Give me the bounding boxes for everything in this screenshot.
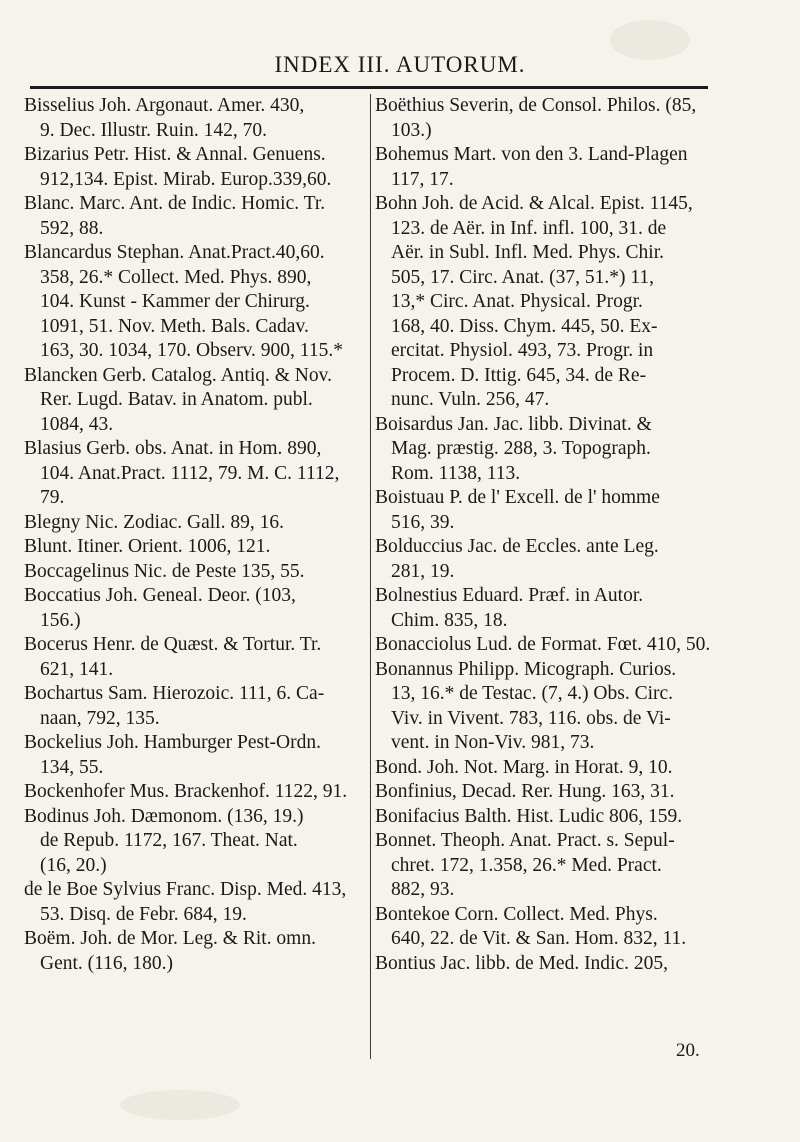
index-entry-line: 53. Disq. de Febr. 684, 19. [40, 903, 247, 925]
index-entry [24, 633, 369, 682]
index-entry [24, 780, 369, 805]
index-entry-line: Bonannus Philipp. Micograph. Curios. [375, 658, 677, 680]
index-entry-line: Bohemus Mart. von den 3. Land-Plagen [375, 144, 688, 165]
index-entry-line: 1091, 51. Nov. Meth. Bals. Cadav. [40, 315, 309, 337]
index-entry-line: Blancardus Stephan. Anat.Pract.40,60. [24, 242, 325, 263]
index-entry [375, 829, 713, 903]
index-entry-line: 134, 55. [40, 756, 104, 778]
index-entry-line: 117, 17. [391, 168, 454, 190]
index-entry-line: 103.) [391, 119, 432, 141]
index-entry-line: Boistuau P. de l' Excell. de l' homme [375, 487, 660, 508]
index-entry-line: 882, 93. [391, 879, 455, 900]
index-entry-line: 1084, 43. [40, 413, 114, 435]
index-entry-line: de Repub. 1172, 167. Theat. Nat. [40, 830, 298, 851]
index-entry [375, 94, 713, 143]
index-entry-line: 281, 19. [391, 560, 455, 582]
index-entry [375, 633, 713, 658]
index-entry-line: 104. Anat.Pract. 1112, 79. M. C. 1112, [40, 462, 340, 484]
index-entry-line: Blancken Gerb. Catalog. Antiq. & Nov. [24, 364, 332, 386]
index-entry-line: Bolduccius Jac. de Eccles. ante Leg. [375, 536, 659, 557]
index-entry-line: Rom. 1138, 113. [391, 462, 521, 484]
index-entry-line: ercitat. Physiol. 493, 73. Progr. in [391, 340, 654, 361]
index-entry-line: Rer. Lugd. Batav. in Anatom. publ. [40, 389, 313, 410]
index-entry [375, 486, 713, 535]
left-column [24, 94, 369, 976]
index-entry-line: Bizarius Petr. Hist. & Annal. Genuens. [24, 144, 326, 165]
index-entry-line: Boëm. Joh. de Mor. Leg. & Rit. omn. [24, 928, 316, 949]
index-entry-line: Viv. in Vivent. 783, 116. obs. de Vi- [391, 707, 671, 729]
index-entry-line: Bontius Jac. libb. de Med. Indic. 205, [375, 952, 669, 974]
index-entry-line: 358, 26.* Collect. Med. Phys. 890, [40, 266, 312, 288]
index-entry-line: Mag. præstig. 288, 3. Topograph. [391, 438, 651, 459]
index-entry-line: 123. de Aër. in Inf. infl. 100, 31. de [391, 217, 667, 239]
index-entry [24, 437, 369, 511]
index-entry-line: Boëthius Severin, de Consol. Philos. (85, [375, 95, 697, 116]
index-entry-line: de le Boe Sylvius Franc. Disp. Med. 413, [24, 879, 347, 900]
index-entry-line: Bodinus Joh. Dæmonom. (136, 19.) [24, 805, 304, 827]
index-entry [24, 731, 369, 780]
index-entry-line: Bond. Joh. Not. Marg. in Horat. 9, 10. [375, 756, 673, 778]
index-entry-line: Bochartus Sam. Hierozoic. 111, 6. Ca- [24, 683, 325, 704]
paper-stain [120, 1090, 240, 1120]
index-entry [24, 927, 369, 976]
index-entry-line: vent. in Non-Viv. 981, 73. [391, 732, 595, 753]
index-entry-line: Boccatius Joh. Geneal. Deor. (103, [24, 585, 296, 606]
index-entry [24, 560, 369, 585]
index-entry [375, 952, 713, 977]
index-entry-line: Bockenhofer Mus. Brackenhof. 1122, 91. [24, 781, 348, 802]
index-entry [375, 535, 713, 584]
index-entry-line: 163, 30. 1034, 170. Observ. 900, 115.* [40, 340, 343, 361]
index-entry-line: Bonfinius, Decad. Rer. Hung. 163, 31. [375, 781, 675, 802]
index-entry-line: 621, 141. [40, 658, 114, 680]
index-entry [375, 584, 713, 633]
index-entry-line: Blegny Nic. Zodiac. Gall. 89, 16. [24, 511, 284, 533]
index-entry-line: Blunt. Itiner. Orient. 1006, 121. [24, 536, 271, 557]
index-entry-line: Bonifacius Balth. Hist. Ludic 806, 159. [375, 805, 683, 827]
index-entry-line: Bisselius Joh. Argonaut. Amer. 430, [24, 95, 305, 116]
index-entry-line: 912,134. Epist. Mirab. Europ.339,60. [40, 168, 332, 190]
index-entry-line: Aër. in Subl. Infl. Med. Phys. Chir. [391, 242, 665, 263]
index-entry-line: Bocerus Henr. de Quæst. & Tortur. Tr. [24, 634, 322, 655]
index-entry [24, 364, 369, 438]
right-column [370, 94, 713, 1059]
index-entry [24, 805, 369, 879]
index-entry-line: 505, 17. Circ. Anat. (37, 51.*) 11, [391, 266, 655, 288]
index-entry-line: naan, 792, 135. [40, 707, 160, 729]
index-entry-line: Chim. 835, 18. [391, 609, 508, 631]
index-entry [24, 143, 369, 192]
index-entry [24, 192, 369, 241]
index-entry [375, 805, 713, 830]
index-entry [24, 241, 369, 364]
index-entry-line: 640, 22. de Vit. & San. Hom. 832, 11. [391, 928, 687, 949]
index-entry-line: chret. 172, 1.358, 26.* Med. Pract. [391, 854, 662, 876]
index-entry-line: Blasius Gerb. obs. Anat. in Hom. 890, [24, 438, 322, 459]
index-entry-line: nunc. Vuln. 256, 47. [391, 389, 550, 410]
header-rule [30, 86, 708, 89]
index-entry-line: (16, 20.) [40, 854, 107, 876]
index-entry-line: 592, 88. [40, 217, 104, 239]
index-entry [375, 756, 713, 781]
page-header: INDEX III. AUTORUM. [274, 52, 526, 77]
index-entry-line: 104. Kunst - Kammer der Chirurg. [40, 291, 310, 312]
index-entry-line: Bohn Joh. de Acid. & Alcal. Epist. 1145, [375, 193, 693, 214]
index-entry-line: Bontekoe Corn. Collect. Med. Phys. [375, 903, 658, 925]
index-entry [24, 94, 369, 143]
index-entry-line: 9. Dec. Illustr. Ruin. 142, 70. [40, 119, 267, 141]
index-entry-line: 156.) [40, 609, 81, 631]
index-entry-line: 13, 16.* de Testac. (7, 4.) Obs. Circ. [391, 683, 674, 704]
index-entry [24, 878, 369, 927]
index-entry [375, 413, 713, 487]
index-entry [24, 535, 369, 560]
index-entry [375, 903, 713, 952]
index-entry-line: Bonacciolus Lud. de Format. Fœt. 410, 50. [375, 634, 711, 655]
index-entry-line: Boisardus Jan. Jac. libb. Divinat. & [375, 413, 652, 435]
index-entry-line: Boccagelinus Nic. de Peste 135, 55. [24, 560, 305, 582]
index-entry [375, 192, 713, 413]
index-entry-line: Bolnestius Eduard. Præf. in Autor. [375, 585, 644, 606]
index-entry-line: Gent. (116, 180.) [40, 952, 174, 974]
index-entry [375, 780, 713, 805]
index-entry-line: 79. [40, 487, 65, 508]
index-entry-line: Bonnet. Theoph. Anat. Pract. s. Sepul- [375, 830, 675, 851]
index-entry [375, 658, 713, 756]
index-entry [24, 682, 369, 731]
index-entry [24, 511, 369, 536]
index-entry-line: 516, 39. [391, 511, 455, 533]
index-entry-line: Bockelius Joh. Hamburger Pest-Ordn. [24, 732, 321, 753]
index-entry-line: Procem. D. Ittig. 645, 34. de Re- [391, 364, 647, 386]
catchword: 20. [676, 1040, 700, 1061]
index-entry-line: 168, 40. Diss. Chym. 445, 50. Ex- [391, 315, 658, 337]
index-entry-line: 13,* Circ. Anat. Physical. Progr. [391, 291, 643, 312]
index-entry [375, 143, 713, 192]
index-entry-line: Blanc. Marc. Ant. de Indic. Homic. Tr. [24, 193, 326, 214]
index-entry [24, 584, 369, 633]
